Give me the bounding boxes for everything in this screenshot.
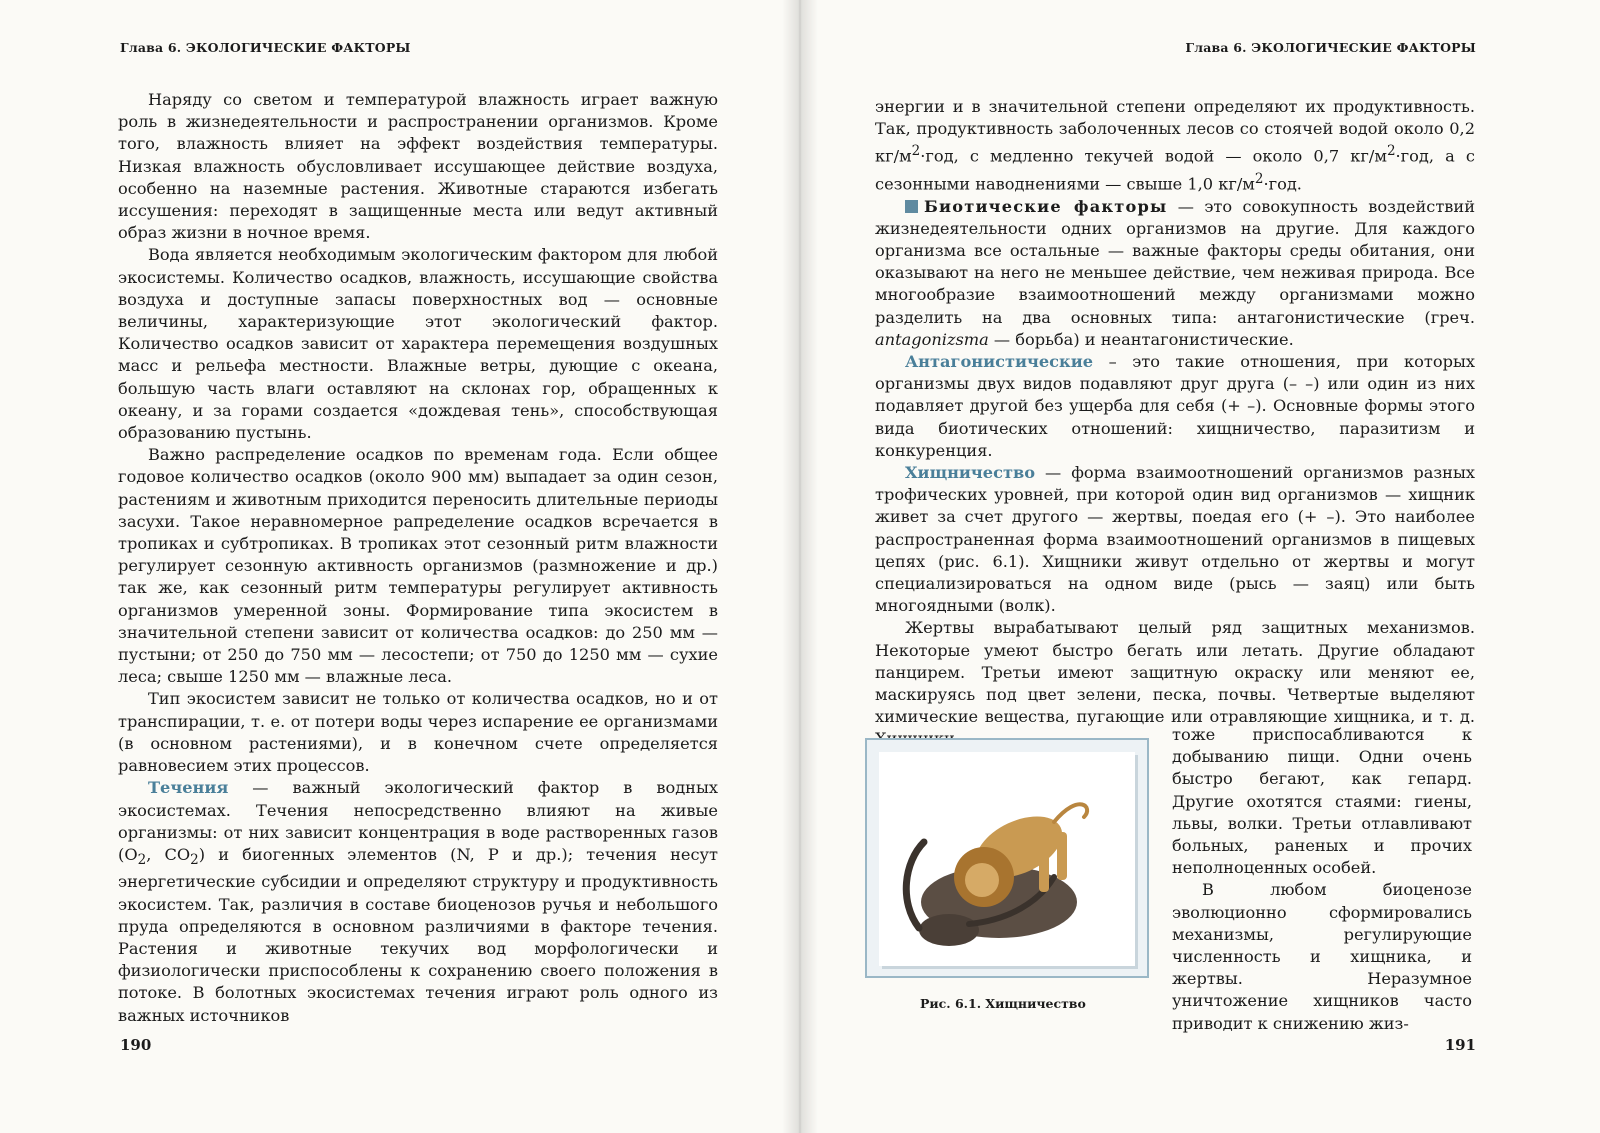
paragraph-currents (118, 777, 718, 1026)
paragraph-text: ·год, с медленно текучей водой — около 0,7 кг/м (920, 146, 1387, 166)
left-page-body (118, 89, 718, 1027)
paragraph-text: ) и биогенных элементов (N, P и др.); течения несут энергетические субсидии и определяют структуру и продуктивность экосистем. Так, различия в составе биоценозов ручья и небольшого пруда определяются в основном различиями в факторе течения. Растения и животные текучих вод морфологически и физиологически приспособлены к сохранению своего положения в потоке. В болотных экосистемах течения играют роль одного из важных источников (118, 844, 718, 1025)
running-head-right: Глава 6. ЭКОЛОГИЧЕСКИЕ ФАКТОРЫ (1185, 40, 1476, 55)
subscript: 2 (190, 852, 199, 869)
paragraph-predation (875, 462, 1475, 617)
paragraph-biotic (875, 196, 1475, 351)
book-gutter (782, 0, 818, 1133)
paragraph-text: , CO (146, 844, 191, 864)
buffalo-horn (906, 842, 924, 928)
square-bullet-icon (905, 200, 918, 213)
page-number-left: 190 (120, 1036, 152, 1054)
paragraph-antagonistic (875, 351, 1475, 462)
paragraph-text: — борьба) и неантагонистические. (988, 329, 1294, 349)
paragraph: Вода является необходимым экологическим фактором для любой экосистемы. Количество осадков, влажность, иссушающие свойства воздуха и доступные запасы поверхностных вод — основные величины, характеризующие этот экологический фактор. Количество осадков зависит от характера перемещения воздушных масс и рельефа местности. Влажные ветры, дующие с океана, большую часть влаги оставляют на склонах гор, обращенных к океану, и за горами создается «дождевая тень», способствующая образованию пустынь. (118, 245, 718, 443)
term-currents: Течения (148, 778, 229, 798)
paragraph-text: – это такие отношения, при которых организмы двух видов подавляют друг друга (– –) или один из них подавляет другой без ущерба для себя (+ –). Основные формы этого вида биотических отношений: хищничество, паразитизм и конкуренция. (875, 352, 1475, 460)
paragraph-text: — важный экологический фактор в водных экосистемах. Течения непосредственно влияют на живые организмы: от них зависит концентрация в воде растворенных газов (O (118, 778, 718, 864)
term-predation: Хищничество (905, 463, 1036, 483)
paragraph: Важно распределение осадков по временам года. Если общее годовое количество осадков (около 900 мм) выпадает за один сезон, растениям и животным приходится переносить длительные периоды засухи. Такое неравномерное рапределение осадков всречается в тропиках и субтропиках. В тропиках этот сезонный ритм влажности регулирует сезонную активность организмов (размножение и др.) так же, как сезонный ритм температуры регулирует активность организмов умеренной зоны. Формирование типа экосистем в значительной степени зависит от количества осадков: до 250 мм — пустыни; от 250 до 750 мм — лесостепи; от 750 до 1250 мм — сухие леса; свыше 1250 мм — влажные леса. (118, 445, 718, 687)
figure-image-panel (879, 752, 1135, 966)
paragraph-continued (875, 96, 1475, 196)
text-beside-figure (1172, 724, 1472, 1035)
superscript: 2 (1254, 171, 1264, 187)
paragraph-text: — это совокупность воздействий жизнедеятельности одних организмов на другие. Для каждого организма все остальные — важные факторы среды обитания, они оказывают на него не меньшее действие, чем неживая природа. Все многообразие взаимоотношений между организмами можно разделить на два основных типа: антагонистические (греч. (875, 196, 1475, 327)
superscript: 2 (1386, 143, 1396, 160)
paragraph: Наряду со светом и температурой влажность играет важную роль в жизнедеятельности и распространении организмов. Кроме того, влажность влияет на эффект воздействия температуры. Низкая влажность обусловливает иссушающее действие воздуха, особенно на наземные растения. Животные стараются избегать иссушения: переходят в защищенные места или ведут активный образ жизни в ночное время. (118, 90, 718, 243)
figure-frame (865, 738, 1149, 978)
paragraph: В любом биоценозе эволюционно сформировались механизмы, регулирующие численность и хищника, и жертвы. Неразумное уничтожение хищников часто приводит к снижению жиз- (1172, 880, 1472, 1033)
figure-caption: Рис. 6.1. Хищничество (920, 996, 1086, 1011)
superscript: 2 (911, 143, 921, 160)
subscript: 2 (137, 852, 147, 869)
right-page-body (875, 96, 1475, 751)
paragraph-text: — форма взаимоотношений организмов разных трофических уровней, при которой один вид организмов — хищник живет за счет другого — жертвы, поедая его (+ –). Это наиболее распространенная форма взаимоотношений организмов в пищевых цепях (рис. 6.1). Хищники живут отдельно от жертвы и могут специализироваться на одном виде (рысь — заяц) или быть многоядными (волк). (875, 463, 1475, 616)
lion-tail (1054, 804, 1087, 822)
term-antagonistic: Антагонистические (905, 352, 1094, 372)
paragraph: Тип экосистем зависит не только от количества осадков, но и от транспирации, т. е. от потери воды через испарение ее организмами (в основном растениями), и в конечном счете определяется равновесием этих процессов. (118, 689, 718, 776)
lion-hunting-buffalo-illustration (879, 752, 1135, 966)
section-head-biotic: Биотические факторы (924, 196, 1168, 216)
lion-face (965, 863, 999, 897)
page-number-right: 191 (1444, 1036, 1476, 1054)
paragraph-text: энергии и в значительной степени определяют их продуктивность. Так, продуктивность заболоченных лесов со стоячей водой около 0,2 кг/м (875, 97, 1475, 166)
lion-leg (1039, 847, 1049, 892)
lion-leg (1057, 832, 1067, 880)
paragraph-text: ·год, а с сезонными наводнениями — свыше 1,0 кг/м (875, 146, 1475, 194)
running-head-left: Глава 6. ЭКОЛОГИЧЕСКИЕ ФАКТОРЫ (120, 40, 411, 55)
paragraph: Жертвы вырабатывают целый ряд защитных механизмов. Некоторые умеют быстро бегать или летать. Другие обладают панцирем. Третьи имеют защитную окраску или меняют ее, маскируясь под цвет зелени, песка, почвы. Четвертые выделяют химические вещества, пугающие или отравляющие хищника, и т. д. (875, 618, 1475, 727)
paragraph-text: ·год. (1263, 174, 1302, 194)
figure-predation (865, 738, 1155, 990)
paragraph-continued: тоже приспосабливаются к добыванию пищи. Одни очень быстро бегают, как гепард. Другие охотятся стаями: гиены, львы, волки. Третьи отлавливают больных, раненых и прочих неполноценных особей. (1172, 725, 1472, 878)
buffalo-head (919, 914, 979, 946)
italic-term: antagonizsma (875, 329, 989, 349)
